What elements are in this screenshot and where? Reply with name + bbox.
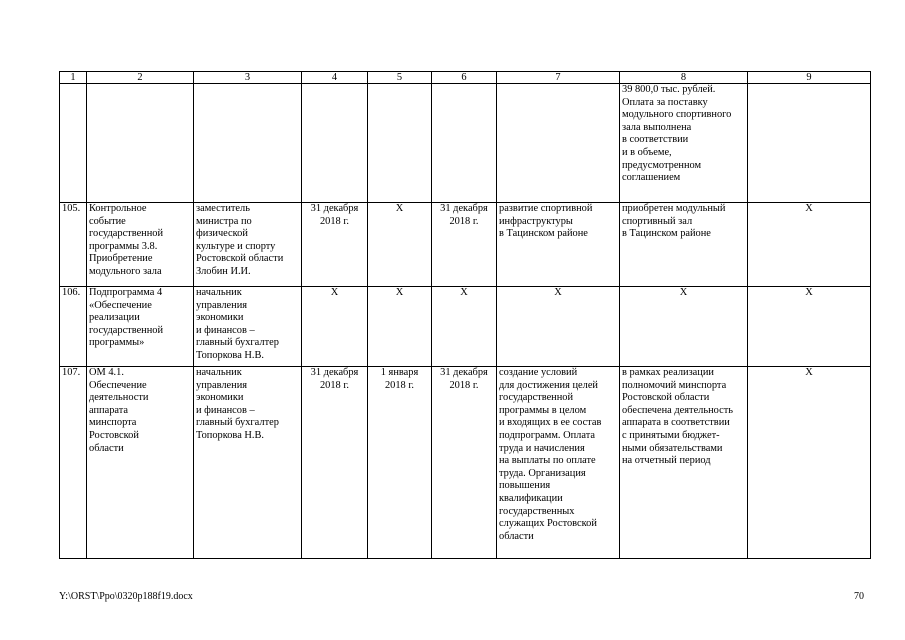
actual-result: 39 800,0 тыс. рублей. Оплата за поставку модульного спортивного зала выполнена в соответствии и в объеме, предусмотренном соглашением — [620, 84, 748, 203]
row-number: 105. — [60, 203, 87, 287]
column-number: 9 — [748, 72, 871, 84]
planned-start-date: 31 декабря 2018 г. — [302, 367, 368, 559]
column-number: 1 — [60, 72, 87, 84]
planned-result: развитие спортивной инфраструктуры в Тацинском районе — [497, 203, 620, 287]
responsible-person: начальник управления экономики и финансов – главный бухгалтер Топоркова Н.В. — [194, 287, 302, 367]
planned-start-date: 31 декабря 2018 г. — [302, 203, 368, 287]
column-number: 7 — [497, 72, 620, 84]
deviation-reason: Х — [748, 287, 871, 367]
column-number: 5 — [368, 72, 432, 84]
planned-result — [497, 84, 620, 203]
document-file-path: Y:\ORST\Ppo\0320p188f19.docx — [59, 591, 193, 602]
table-header-row — [60, 72, 871, 84]
row-number: 107. — [60, 367, 87, 559]
planned-start-date — [302, 84, 368, 203]
actual-result: Х — [620, 287, 748, 367]
actual-start-date: 1 января 2018 г. — [368, 367, 432, 559]
page-number: 70 — [854, 591, 864, 602]
actual-result: приобретен модульный спортивный зал в Тацинском районе — [620, 203, 748, 287]
deviation-reason — [748, 84, 871, 203]
table-row — [60, 84, 871, 203]
row-number — [60, 84, 87, 203]
deviation-reason: Х — [748, 203, 871, 287]
report-table — [59, 71, 871, 559]
column-number: 4 — [302, 72, 368, 84]
planned-end-date: Х — [432, 287, 497, 367]
responsible-person: начальник управления экономики и финансов – главный бухгалтер Топоркова Н.В. — [194, 367, 302, 559]
planned-end-date: 31 декабря 2018 г. — [432, 367, 497, 559]
column-number: 8 — [620, 72, 748, 84]
table-row — [60, 203, 871, 287]
actual-start-date: Х — [368, 287, 432, 367]
row-number: 106. — [60, 287, 87, 367]
event-name: Контрольное событие государственной программы 3.8. Приобретение модульного зала — [87, 203, 194, 287]
table-row — [60, 287, 871, 367]
table-row — [60, 367, 871, 559]
column-number: 6 — [432, 72, 497, 84]
event-name: ОМ 4.1. Обеспечение деятельности аппарата минспорта Ростовской области — [87, 367, 194, 559]
event-name — [87, 84, 194, 203]
deviation-reason: Х — [748, 367, 871, 559]
planned-end-date: 31 декабря 2018 г. — [432, 203, 497, 287]
event-name: Подпрограмма 4 «Обеспечение реализации государственной программы» — [87, 287, 194, 367]
responsible-person: заместитель министра по физической культуре и спорту Ростовской области Злобин И.И. — [194, 203, 302, 287]
responsible-person — [194, 84, 302, 203]
actual-result: в рамках реализации полномочий минспорта Ростовской области обеспечена деятельность аппарата в соответствии с принятыми бюджет- ными обязательствами на отчетный период — [620, 367, 748, 559]
column-number: 2 — [87, 72, 194, 84]
actual-start-date: Х — [368, 203, 432, 287]
planned-result: Х — [497, 287, 620, 367]
planned-end-date — [432, 84, 497, 203]
column-number: 3 — [194, 72, 302, 84]
planned-start-date: Х — [302, 287, 368, 367]
actual-start-date — [368, 84, 432, 203]
planned-result: создание условий для достижения целей государственной программы в целом и входящих в ее состав подпрограмм. Оплата труда и начисления на выплаты по оплате труда. Организация повышения квалификации государственных служащих Ростовской области — [497, 367, 620, 559]
